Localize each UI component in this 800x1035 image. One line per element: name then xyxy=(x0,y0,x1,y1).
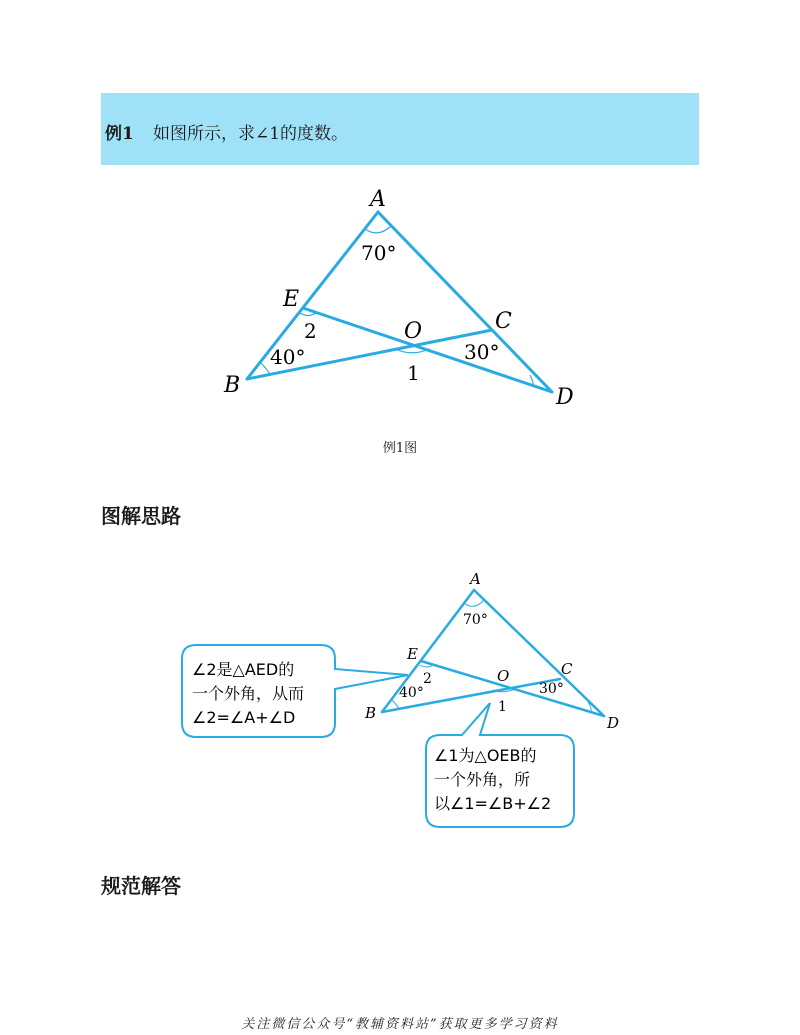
example-figure xyxy=(200,180,600,420)
label-D-small: D xyxy=(607,714,620,732)
label-B: B xyxy=(224,373,241,398)
segment-AB-small xyxy=(382,590,474,712)
callout-left-line1: ∠2是△AED的 xyxy=(192,660,295,679)
angle-B-value: 40° xyxy=(270,345,306,369)
segment-AD xyxy=(378,212,552,392)
section-heading-thinking: 图解思路 xyxy=(101,504,181,528)
angle-A-value-small: 70° xyxy=(463,612,488,628)
label-O: O xyxy=(404,319,423,344)
angle-D-value: 30° xyxy=(464,340,500,364)
label-E-small: E xyxy=(407,645,418,663)
label-D: D xyxy=(556,385,574,410)
solution-figure xyxy=(170,565,630,835)
callout-left-line3: ∠2=∠A+∠D xyxy=(192,708,296,727)
label-O-small: O xyxy=(497,667,510,685)
arc-angle-2 xyxy=(300,313,316,316)
arc-angle-B-small xyxy=(392,700,399,709)
callout-bottom-line3: 以∠1=∠B+∠2 xyxy=(434,794,552,813)
angle-2-label: 2 xyxy=(304,319,317,343)
callout-bottom-line2: 一个外角，所 xyxy=(434,770,531,789)
footer-note: 关注微信公众号“教辅资料站”获取更多学习资料 xyxy=(241,1017,559,1032)
example-box xyxy=(101,93,699,165)
angle-1-label: 1 xyxy=(407,361,420,385)
figure-caption: 例1图 xyxy=(382,441,418,456)
label-B-small: B xyxy=(365,704,377,722)
label-A: A xyxy=(370,187,386,212)
arc-angle-B xyxy=(260,362,270,374)
example-question: 如图所示，求∠1的度数。 xyxy=(153,124,349,144)
angle-D-value-small: 30° xyxy=(539,681,564,697)
callout-left-line2: 一个外角，从而 xyxy=(192,684,305,703)
angle-B-value-small: 40° xyxy=(399,685,424,701)
label-C-small: C xyxy=(561,660,573,678)
example-label: 例1 xyxy=(105,124,134,144)
callout-bottom-line1: ∠1为△OEB的 xyxy=(434,746,537,765)
label-E: E xyxy=(283,287,300,312)
angle-A-value: 70° xyxy=(361,241,397,265)
label-C: C xyxy=(495,309,512,334)
segment-AB xyxy=(247,212,378,379)
angle-2-label-small: 2 xyxy=(423,671,432,687)
angle-1-label-small: 1 xyxy=(498,699,507,715)
arc-angle-A xyxy=(365,226,391,233)
label-A-small: A xyxy=(470,570,481,588)
section-heading-answer: 规范解答 xyxy=(101,874,181,898)
